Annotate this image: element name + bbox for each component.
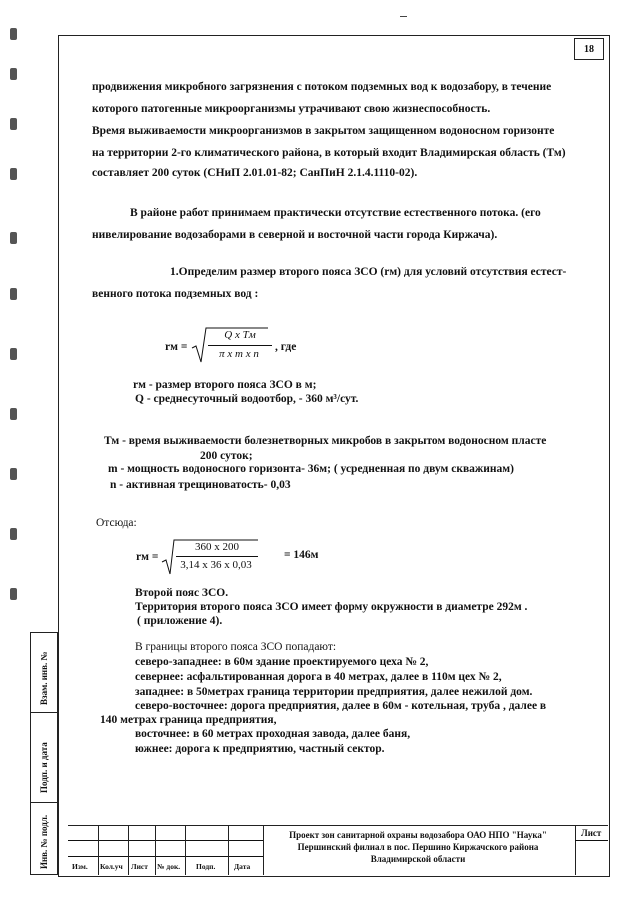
formula1-suffix: , где xyxy=(275,341,297,353)
tb-header-kol: Кол.уч xyxy=(100,862,123,871)
tb-header-izm: Изм. xyxy=(72,862,88,871)
tb-title-line1: Проект зон санитарной охраны водозабора ОАО НПО "Наука" xyxy=(289,830,547,840)
zone-bound-south: южнее: дорога к предприятию, частный сектор. xyxy=(135,743,385,755)
formula2-lhs: rм = xyxy=(136,551,159,563)
zone-bound-north: севернее: асфальтированная дорога в 40 метрах, далее в 110м цех № 2, xyxy=(135,671,502,683)
formula2-fraction-bar xyxy=(176,556,258,557)
tb-title xyxy=(268,829,568,865)
def-q: Q - среднесуточный водоотбор, - 360 м³/сут. xyxy=(135,393,359,405)
formula2-denominator: 3,14 x 36 x 0,03 xyxy=(180,559,252,571)
formula1-numerator: Q x Tм xyxy=(224,329,256,341)
top-mark xyxy=(400,16,407,17)
p2-line2: на территории 2-го климатического района, в который входит Владимирская область (Тм) xyxy=(92,147,566,159)
tb-header-sign: Подп. xyxy=(196,862,216,871)
zone-territory-line1: Территория второго пояса ЗСО имеет форму окружности в диаметре 292м . xyxy=(135,601,528,613)
p3-line2: нивелирование водозаборами в северной и восточной части города Киржача). xyxy=(92,229,498,241)
p4-line1: 1.Определим размер второго пояса ЗСО (rм) для условий отсутствия естест- xyxy=(170,266,567,278)
p2-line3: составляет 200 суток (СНиП 2.01.01-82; СанПиН 2.1.4.1110-02). xyxy=(92,167,418,179)
tb-header-doc: № док. xyxy=(157,862,181,871)
formula1-lhs: rм = xyxy=(165,341,188,353)
def-n: n - активная трещиноватость- 0,03 xyxy=(110,479,291,491)
tb-title-line3: Владимирской области xyxy=(370,854,466,864)
def-r: rм - размер второго пояса ЗСО в м; xyxy=(133,379,317,391)
side-sign-date: Подп. и дата xyxy=(39,742,49,793)
tb-header-date: Дата xyxy=(234,862,251,871)
def-t-line2: 200 суток; xyxy=(200,450,253,462)
def-t-line1: Тм - время выживаемости болезнетворных микробов в закрытом водоносном пласте xyxy=(104,435,547,447)
def-m: m - мощность водоносного горизонта- 36м; ( усредненная по двум скважинам) xyxy=(108,463,514,475)
zone-bound-northeast-line1: северо-восточнее: дорога предприятия, далее в 60м - котельная, труба , далее в xyxy=(135,700,547,712)
tb-header-list: Лист xyxy=(131,862,148,871)
side-stamp xyxy=(30,632,58,875)
side-inv-orig: Инв. № подл. xyxy=(39,814,49,869)
page-number: 18 xyxy=(574,38,604,60)
tb-title-line2: Першинский филиал в пос. Першино Киржачского района xyxy=(297,842,539,852)
side-inv-replace: Взам. инв. № xyxy=(39,651,49,705)
formula2-numerator: 360 x 200 xyxy=(195,541,239,553)
zone-bound-northwest: северо-западнее: в 60м здание проектируемого цеха № 2, xyxy=(135,656,429,668)
zone-bound-east: восточнее: в 60 метрах проходная завода, далее баня, xyxy=(135,728,411,740)
tb-sheet-label: Лист xyxy=(581,828,602,838)
p1-line1: продвижения микробного загрязнения с потоком подземных вод к водозабору, в течение xyxy=(92,81,552,93)
zone-bound-northeast-line2: 140 метрах граница предприятия, xyxy=(100,714,277,726)
p3-line1: В районе работ принимаем практически отсутствие естественного потока. (его xyxy=(130,207,541,219)
p4-line2: венного потока подземных вод : xyxy=(92,288,259,300)
zone-bounds-intro: В границы второго пояса ЗСО попадают: xyxy=(135,641,337,653)
zone-bound-west: западнее: в 50метрах граница территории предприятия, далее нежилой дом. xyxy=(135,686,533,698)
p2-line1: Время выживаемости микроорганизмов в закрытом защищенном водоносном горизонте xyxy=(92,125,555,137)
p1-line2: которого патогенные микроорганизмы утрачивают свою жизнеспособность. xyxy=(92,103,491,115)
formula1-fraction-bar xyxy=(208,345,272,346)
formula2-result: = 146м xyxy=(284,549,319,561)
zone-territory-line2: ( приложение 4). xyxy=(137,615,223,627)
formula2-intro: Отсюда: xyxy=(96,517,137,529)
zone-heading: Второй пояс ЗСО. xyxy=(135,587,229,599)
formula1-denominator: π x m x n xyxy=(219,348,259,360)
